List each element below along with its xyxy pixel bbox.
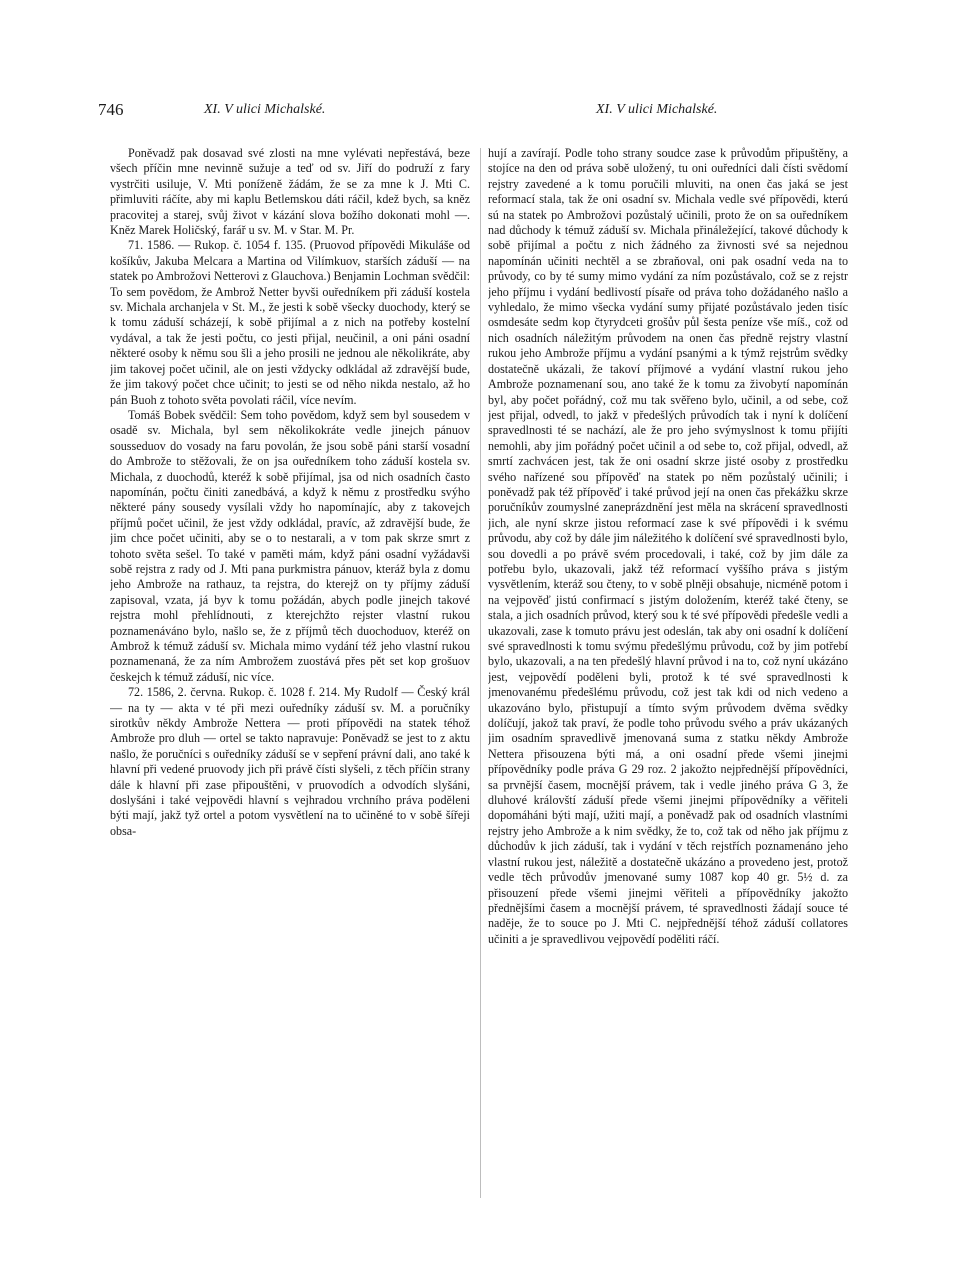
running-head-right: XI. V ulici Michalské. [596,102,718,117]
right-column [488,146,848,1206]
left-column [110,146,470,1206]
entry-72: 72. 1586, 2. června. Rukop. č. 1028 f. 214. My Rudolf — Český král — na ty — akta v té při mezi ouředníky záduší sv. M. a poručníky sirotkův někdy Ambrože Nettera — proti přípovědi na statek téhož Ambrože pro dluh — ortel se takto napravuje: Poněvadž se jest to z aktu našlo, že poručníci s ouředníky záduší se v sepření právní dali, ano také k hlavní při vedené pruovody jich při právě čísti slyšeli, z těch příčin strany dále k hlavní při zase připouštěni, v pruovodích a odvodích slyšáni, doslyšáni i také vejpovědi hlavní s vejhradou vrchního práva poděleni býti mají, jakž tyž ortel a potom vysvětlení na to učiněné to v sobě šířeji obsa- [110,685,470,838]
page-header [98,100,838,124]
entry-71: 71. 1586. — Rukop. č. 1054 f. 135. (Pruovod přípovědi Mikuláše od košíkův, Jakuba Melcara a Martina od Vilímkuov, starších záduší — na statek po Ambrožovi Netterovi z Glauchova.) Benjamin Lochman svědčil: To sem povědom, že Ambrož Netter byvši ouředníkem při záduší kostela sv. Michala archanjela v St. M., že jesti k sobě všecky duochody, který se k tomu záduší scházejí, k sobě přijímal a z nich na potřeby kostelní vydával, a tak že jesti počtu, co jesti přijal, neučinil, a oni páni osadní některé osoby k němu sou šli a jeho prosili ne jednou ale několikráte, aby jim takovej počet učinil, ale on jesti vždycky odkládal až zdravější bude, že jim takový počet chce učinit; to jesti se od něho nikda nestalo, až ho pán Buoh z tohoto světa povolati ráčil, více nevím. [110,238,470,407]
paragraph: Tomáš Bobek svědčil: Sem toho povědom, když sem byl sousedem v osadě sv. Michala, byl sem několikokráte vedle jinejch pánuov sousseduov do vosady na faru povolán, že jsou sobě páni starší vosadní do Ambrože to stěžovali, že on jsa ouředníkem toho záduší kostela sv. Michala, z duochodů, kteréž k sobě přijímal, jsa od nich osadních často napomínán, počtu činiti zanedbává, a když k němu z prostředku svýho některé pány sousedy vysílali vždy ho napomínajíc, aby z takovejch příjmů počet učinil, že jest vždy odkládal, pravíc, až zdravější bude, že jim chce počet učiniti, aby se o to nestarali, a v tom pak skrze smrt z tohoto světa sešel. To také v paměti mám, když páni osadní vyžádavši sobě rejstra z rady od J. Mti pana purkmistra pánuov, kteráž byla z domu jeho Ambrože na rathauz, ta rejstra, do kterejž on ty příjmy záduší zapisoval, vzata, já byv k tomu požádán, abych podle jinejch takové rejstra mohl přehlídnouti, z kterejchžto rejster vlastní rukou poznamenáváno bylo, našlo se, že z příjmů těch duochoduov, kteréž on Ambrož k témuž záduší sv. Michala mimo vydání též jeho vlastní rukou poznamenaná, že za ním Ambrožem zuostává přes pět set kop grošuov českejch k témuž záduší, nic více. [110,407,470,684]
running-head-left: XI. V ulici Michalské. [204,102,326,117]
page-number: 746 [98,100,124,119]
paragraph: Poněvadž pak dosavad své zlosti na mne vylévati nepřestává, beze všech příčin mne nevinně sužuje a teď od sv. Jiří do podruží z fary vystrčiti usiluje, V. Mti poníženě žádám, že se za mne k J. Mti C. přimluviti ráčíte, aby mi kaplu Betlemskou dáti ráčil, kdež bych, sa kněz pracovitej a starej, svůj život v kázání slova božího dokonati mohl —. Kněz Marek Holičský, farář u sv. M. v Star. M. Pr. [110,146,470,238]
paragraph: hují a zavírají. Podle toho strany soudce zase k průvodům připuštěny, a stojíce na den od práva sobě uložený, tu oni ouředníci dali čísti svědomí rejstry zavedené a k tomu poručili mluviti, na onen čas jaká se jest reformací stala, tak že oni osadní sv. Michala vedle své přípovědi, kterú sú na statek po Ambrožovi pozůstalý učinili, proto že on sa ouředníkem nad důchody k témuž záduší sv. Michala přináležející, takové důchody k sobě přijímal a počtu z nich žádného za živnosti své sa nejednou napomínán učiniti nechtěl a se zbraňoval, oni pak osadní veda na to průvody, co by té sumy mimo vydání za ním pozůstávalo, což se z rejstr jeho příjmu i vydání bedlivostí písaře od práva toho dožádaného našlo a vyhledalo, že mimo všecka vydání sumy přijaté pozůstávalo jeden tisíc osmdesáte sedm kop čtyrydceti grošův půl šesta peníze vše míš., což od nich osadních náležitým průvodem na onen čas předně rejstry vlastní rukou jeho Ambrože příjmu a vydání psanými a k týmž rejstrům svědky dostatečně ukázali, že takoví příjmové a vydání vlastní rukou jeho Ambrože poznamenaní sou, ano také že k tomu za živobytí napomínán byl, aby počet pořádný, což mu tak svěřeno bylo, učinil, a od sebe, což jest přijal, odvedl, to jakž v předešlých průvodích tak i nyní k dolíčení spravedlnosti té se nachází, ale že pro jeho svýmyslnost k tomu přijíti nemohli, aby jim pořádný počet učinil a od sebe to, což přijal, odvedl, až smrtí zachvácen jest, tak že oni osadní skrze jisté osoby z prostředku svého nařízené sou přípověď na statek po něm pozůstalý učinili; i poněvadž pak též přípověď i také průvod její na onen čas překážku skrze poručníkův zoumyslné zaneprázdnění jest měla na skrácení spravedlnosti jich, ale nyní skrze jistou reformací zase k své přípovědi i k svému průvodu, aby což by dále jim náležitého k dolíčení své spravedlnosti bylo, sou dovedli a po právě svém procedovali, i také, což by jim dále za potřebu bylo, ukazovali, jakž též reformací vyššího práva s jistým vysvětlením, kteráž sou čteny, to v sobě plněji obsahuje, nicméně potom i na vejpověď jistú confirmací s jistým doložením, kteréž také čteny, se stala, a jich osadních průvod, který sou k té své přípovědi předešle vedli a ukazovali, zase k tomuto právu jest odeslán, tak aby oni osadní k dolíčení své spravedlnosti k tomu svýmu předešlýmu průvodu, což by jim potřebí bylo, ukazovali, a na ten předešlý hlavní průvod i na to, což nyní ukázáno jest, vejpovědí poděleni byli, protož k té své spravedlnosti k jmenovanému předešlému průvodu, což jest tak kdi od nich vedeno a ukazováno bylo, přistupují a tímto svým průvodem dvěma svědky dolíčují, jakož tak praví, že podle toho průvodu svého a práv ukázaných jim osadním spravedlivě jmenovaná suma z statku někdy Ambrože Nettera přisouzena býti má, a oni osadní přede všemi jinejmi přípovědníky podle práva G 29 roz. 2 jakožto nejpřednější přípovědníci, sa prvnější časem, mocnější právem, tak i vedle jiného práva G 3, že dluhové královští záduší přede všemi jinejmi přípovědníky a věřiteli dopomáháni býti mají, užiti mají, a poněvadž pak od osadních vlastními rejstry jeho Ambrože a k nim svědky, že to, což tak od něho jak příjmu z důchodův k jich záduší, tak i vydání v těch rejstřích poznamenáno jeho vlastní rukou jest, náležitě a dostatečně ukázáno a provedeno jest, protož vedle těch průvodův jmenované sumy 1087 kop 40 gr. 5½ d. za přisouzení přede všemi jinejmi věřiteli a přípovědníky jakožto přednějšími časem a mocnější právem, té spravedlnosti žádají souce té naděje, že to souce po J. Mti C. nejpřednější téhož záduší collatores učiniti a je spravedlivou vejpovědí poděliti ráčí. [488,146,848,946]
column-divider [480,148,481,1198]
